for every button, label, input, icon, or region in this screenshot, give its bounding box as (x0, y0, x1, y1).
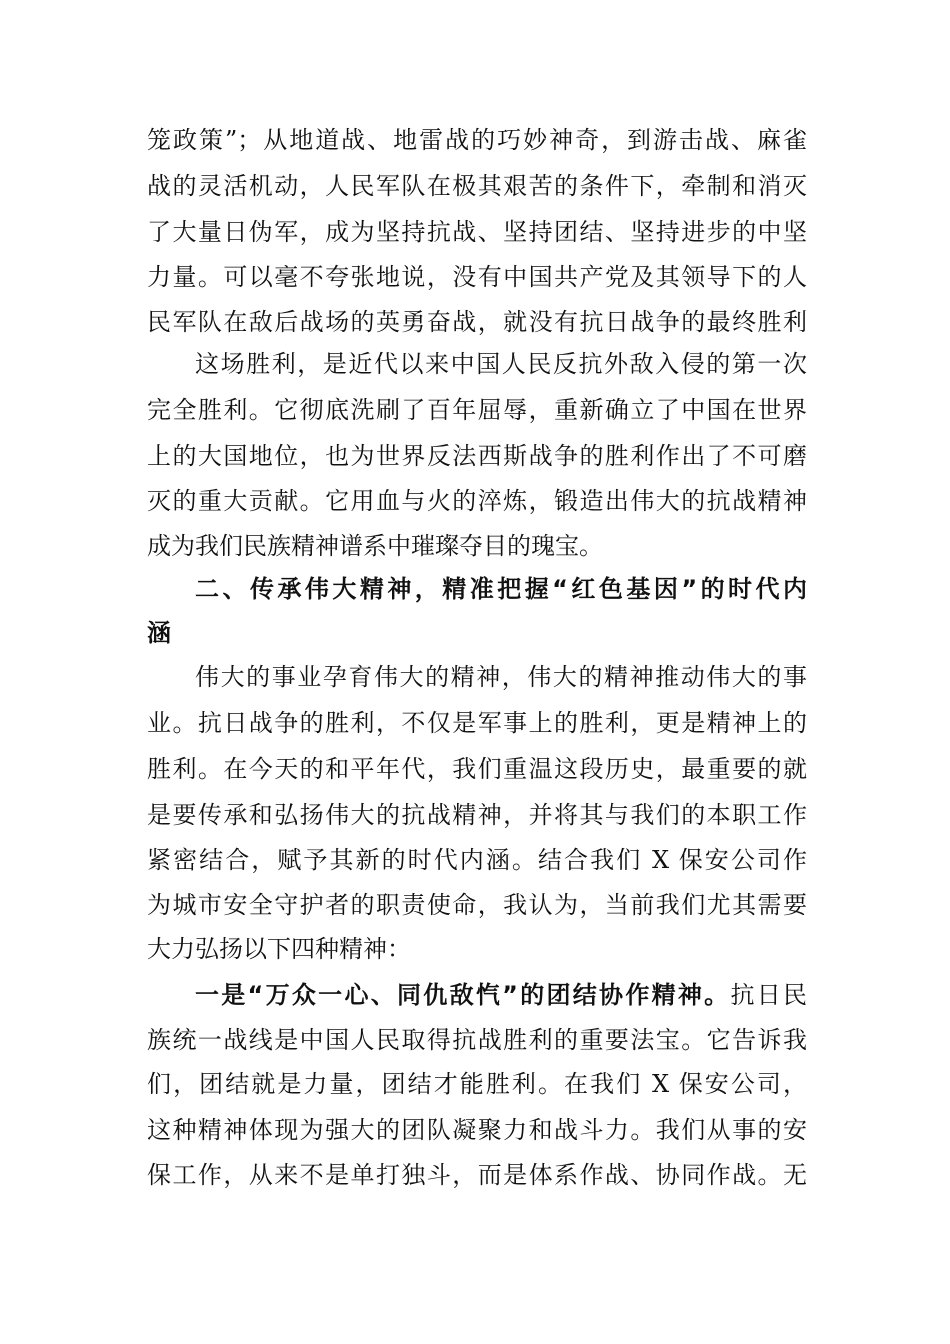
paragraph-line: 力量。可以毫不夸张地说，没有中国共产党及其领导下的人 (147, 263, 807, 291)
paragraph-line: 上的大国地位，也为世界反法西斯战争的胜利作出了不可磨 (147, 442, 807, 470)
section-heading-continuation: 涵 (147, 619, 171, 647)
paragraph-line: 了大量日伪军，成为坚持抗战、坚持团结、坚持进步的中坚 (147, 218, 807, 246)
paragraph-line: 族统一战线是中国人民取得抗战胜利的重要法宝。它告诉我 (147, 1026, 807, 1054)
paragraph-line: 伟大的事业孕育伟大的精神，伟大的精神推动伟大的事 (195, 663, 807, 691)
paragraph-line: 完全胜利。它彻底洗刷了百年屈辱，重新确立了中国在世界 (147, 396, 807, 424)
paragraph-line: 大力弘扬以下四种精神： (147, 935, 411, 963)
paragraph-line: 这场胜利，是近代以来中国人民反抗外敌入侵的第一次 (195, 350, 807, 378)
paragraph-line: 这种精神体现为强大的团队凝聚力和战斗力。我们从事的安 (147, 1116, 807, 1144)
bold-lead-sentence: 一是“万众一心、同仇敌忾”的团结协作精神。 (195, 981, 731, 1009)
paragraph-line: 笼政策”；从地道战、地雷战的巧妙神奇，到游击战、麻雀 (147, 126, 807, 154)
paragraph-line: 灭的重大贡献。它用血与火的淬炼，锻造出伟大的抗战精神 (147, 487, 807, 515)
paragraph-line: 战的灵活机动，人民军队在极其艰苦的条件下，牵制和消灭 (147, 172, 807, 200)
paragraph-line: 业。抗日战争的胜利，不仅是军事上的胜利，更是精神上的 (147, 709, 807, 737)
paragraph-line: 民军队在敌后战场的英勇奋战，就没有抗日战争的最终胜利 (147, 308, 807, 336)
paragraph-line-with-bold-lead (195, 975, 807, 1015)
lead-continuation: 抗日民 (730, 981, 807, 1009)
paragraph-line: 成为我们民族精神谱系中璀璨夺目的瑰宝。 (147, 532, 603, 560)
paragraph-line: 们，团结就是力量，团结才能胜利。在我们 X 保安公司， (147, 1070, 807, 1098)
paragraph-line: 是要传承和弘扬伟大的抗战精神，并将其与我们的本职工作 (147, 801, 807, 829)
section-heading: 二、传承伟大精神，精准把握“红色基因”的时代内 (195, 575, 807, 603)
paragraph-line: 紧密结合，赋予其新的时代内涵。结合我们 X 保安公司作 (147, 846, 807, 874)
paragraph-line: 保工作，从来不是单打独斗，而是体系作战、协同作战。无 (147, 1161, 807, 1189)
paragraph-line: 为城市安全守护者的职责使命，我认为，当前我们尤其需要 (147, 891, 807, 919)
paragraph-line: 胜利。在今天的和平年代，我们重温这段历史，最重要的就 (147, 755, 807, 783)
